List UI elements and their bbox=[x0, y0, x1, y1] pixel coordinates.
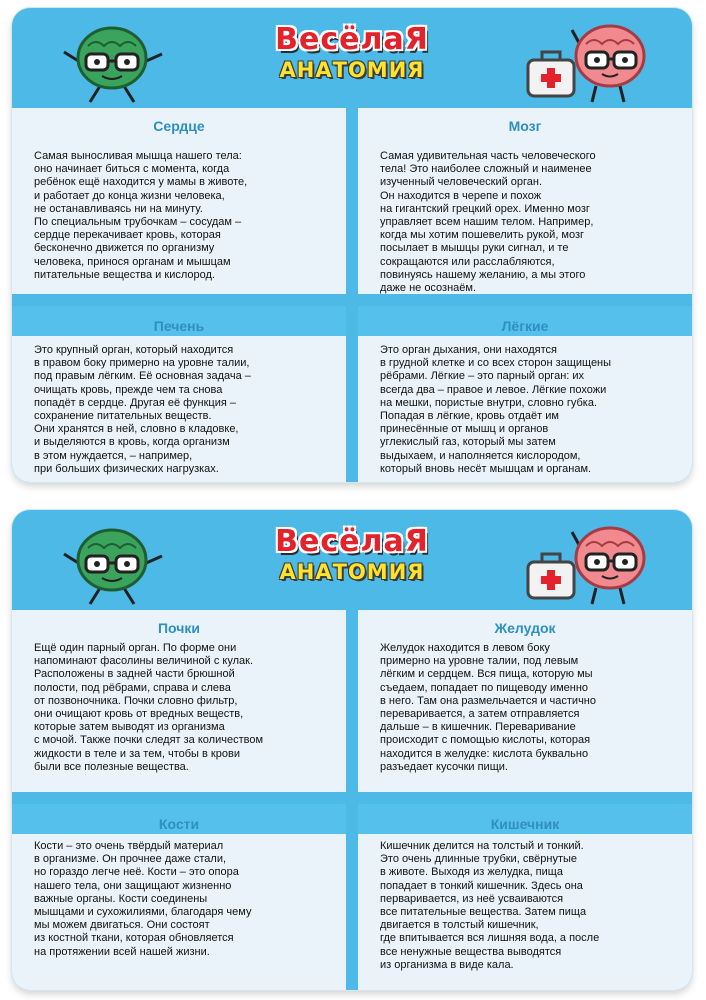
card-text: Кишечник делится на толстый и тонкий. Это очень длинные трубки, свёрнутые в животе. Выходя из желудка, пища попадает в тонкий кишечник. Здесь она перваривается, из неё усваиваются все питательные вещества. Затем пища двигается в толстый кишечник, где впитывается вся лишняя вода, а после все ненужные вещества выводятся из организма в виде кала. bbox=[380, 840, 600, 971]
card-title: Кишечник bbox=[490, 816, 560, 832]
card-text: Самая удивительная часть человеческого тела! Это наиболее сложный и наименее изученный человеческий орган. Он находится в черепе и похож на гигантский грецкий орех. Именно мозг управляет всем нашим телом. Например, когда мы хотим пошевелить рукой, мозг посылает в мышцы руки сигнал, и те сокращаются или расслабляются, повинуясь нашему желанию, а мы этого даже не осознаём. bbox=[380, 150, 596, 295]
card-page-2 bbox=[12, 510, 692, 990]
page-header bbox=[12, 8, 692, 108]
logo-line-1: ВесёлаЯ bbox=[275, 22, 429, 57]
card-bones bbox=[12, 804, 346, 990]
logo-line-2: АНАТОМИЯ bbox=[279, 58, 425, 82]
card-text: Ещё один парный орган. По форме они напоминают фасолины величиной с кулак. Расположены в задней части брюшной полости, под рёбрами, справа и слева от позвоночника. Почки словно фильтр, они очищают кровь от вредных веществ, которые затем выводят из организма с мочой. Также почки следят за количеством жидкости в теле и за тем, чтобы в крови были все полезные вещества. bbox=[34, 642, 264, 773]
card-brain bbox=[358, 108, 692, 294]
card-text: Кости – это очень твёрдый материал в организме. Он прочнее даже стали, но гораздо легче неё. Кости – это опора нашего тела, они защищают жизненно важные органы. Кости соединены мышцами и сухожилиями, благодаря чему мы можем двигаться. Они состоят из костной ткани, которая обновляется на протяжении всей нашей жизни. bbox=[34, 840, 252, 958]
card-text: Самая выносливая мышца нашего тела: оно начинает биться с момента, когда ребёнок ещё находится у мамы в животе, и работает до конца жизни человека, не останавливаясь ни на минуту. По специальным трубочкам – сосудам – сердце перекачивает кровь, которая бесконечно движется по организму человека, принося органам и мышцам питательные вещества и кислород. bbox=[34, 150, 248, 281]
page-header bbox=[12, 510, 692, 610]
logo-line-1: ВесёлаЯ bbox=[275, 524, 429, 559]
card-title: Лёгкие bbox=[501, 318, 549, 334]
card-heart bbox=[12, 108, 346, 294]
green-brain-mascot-icon bbox=[58, 518, 168, 608]
card-text: Это крупный орган, который находится в правом боку примерно на уровне талии, под правым лёгким. Её основная задача – очищать кровь, прежде чем та снова попадёт в сердце. Другая её функция – сохранение питательных веществ. Они хранятся в ней, словно в кладовке, и выделяются в кровь, когда организм в этом нуждается, – например, при больших физических нагрузках. bbox=[34, 344, 251, 475]
logo-line-2: АНАТОМИЯ bbox=[279, 560, 425, 584]
card-title: Сердце bbox=[153, 118, 205, 134]
brand-logo bbox=[267, 22, 437, 92]
card-text: Желудок находится в левом боку примерно на уровне талии, под левым лёгким и сердцем. Вся пища, которую мы съедаем, попадает по пищеводу именно в него. Там она размельчается и частично переваривается, а затем отправляется дальше – в кишечник. Переваривание происходит с помощью кислоты, которая находится в желудке: кислота буквально разъедает кусочки пищи. bbox=[380, 642, 596, 773]
card-title: Печень bbox=[153, 318, 205, 334]
card-title: Желудок bbox=[494, 620, 556, 636]
card-text: Это орган дыхания, они находятся в грудной клетке и со всех сторон защищены рёбрами. Лёгкие – это парный орган: их всегда два – правое и левое. Лёгкие похожи на мешки, пористые внутри, словно губка. Попадая в лёгкие, кровь отдаёт им принесённые от мышц и органов углекислый газ, который мы затем выдыхаем, и наполняется кислородом, который вновь несёт мышцам и органам. bbox=[380, 344, 612, 475]
card-title: Почки bbox=[157, 620, 200, 636]
green-brain-mascot-icon bbox=[58, 16, 168, 106]
card-liver bbox=[12, 306, 346, 482]
pink-brain-doctor-mascot-icon bbox=[524, 518, 654, 608]
card-title: Мозг bbox=[508, 118, 542, 134]
card-title: Кости bbox=[158, 816, 200, 832]
brand-logo bbox=[267, 524, 437, 594]
card-intestine bbox=[358, 804, 692, 990]
pink-brain-doctor-mascot-icon bbox=[524, 16, 654, 106]
card-stomach bbox=[358, 610, 692, 792]
card-lungs bbox=[358, 306, 692, 482]
card-page-1 bbox=[12, 8, 692, 482]
card-kidneys bbox=[12, 610, 346, 792]
